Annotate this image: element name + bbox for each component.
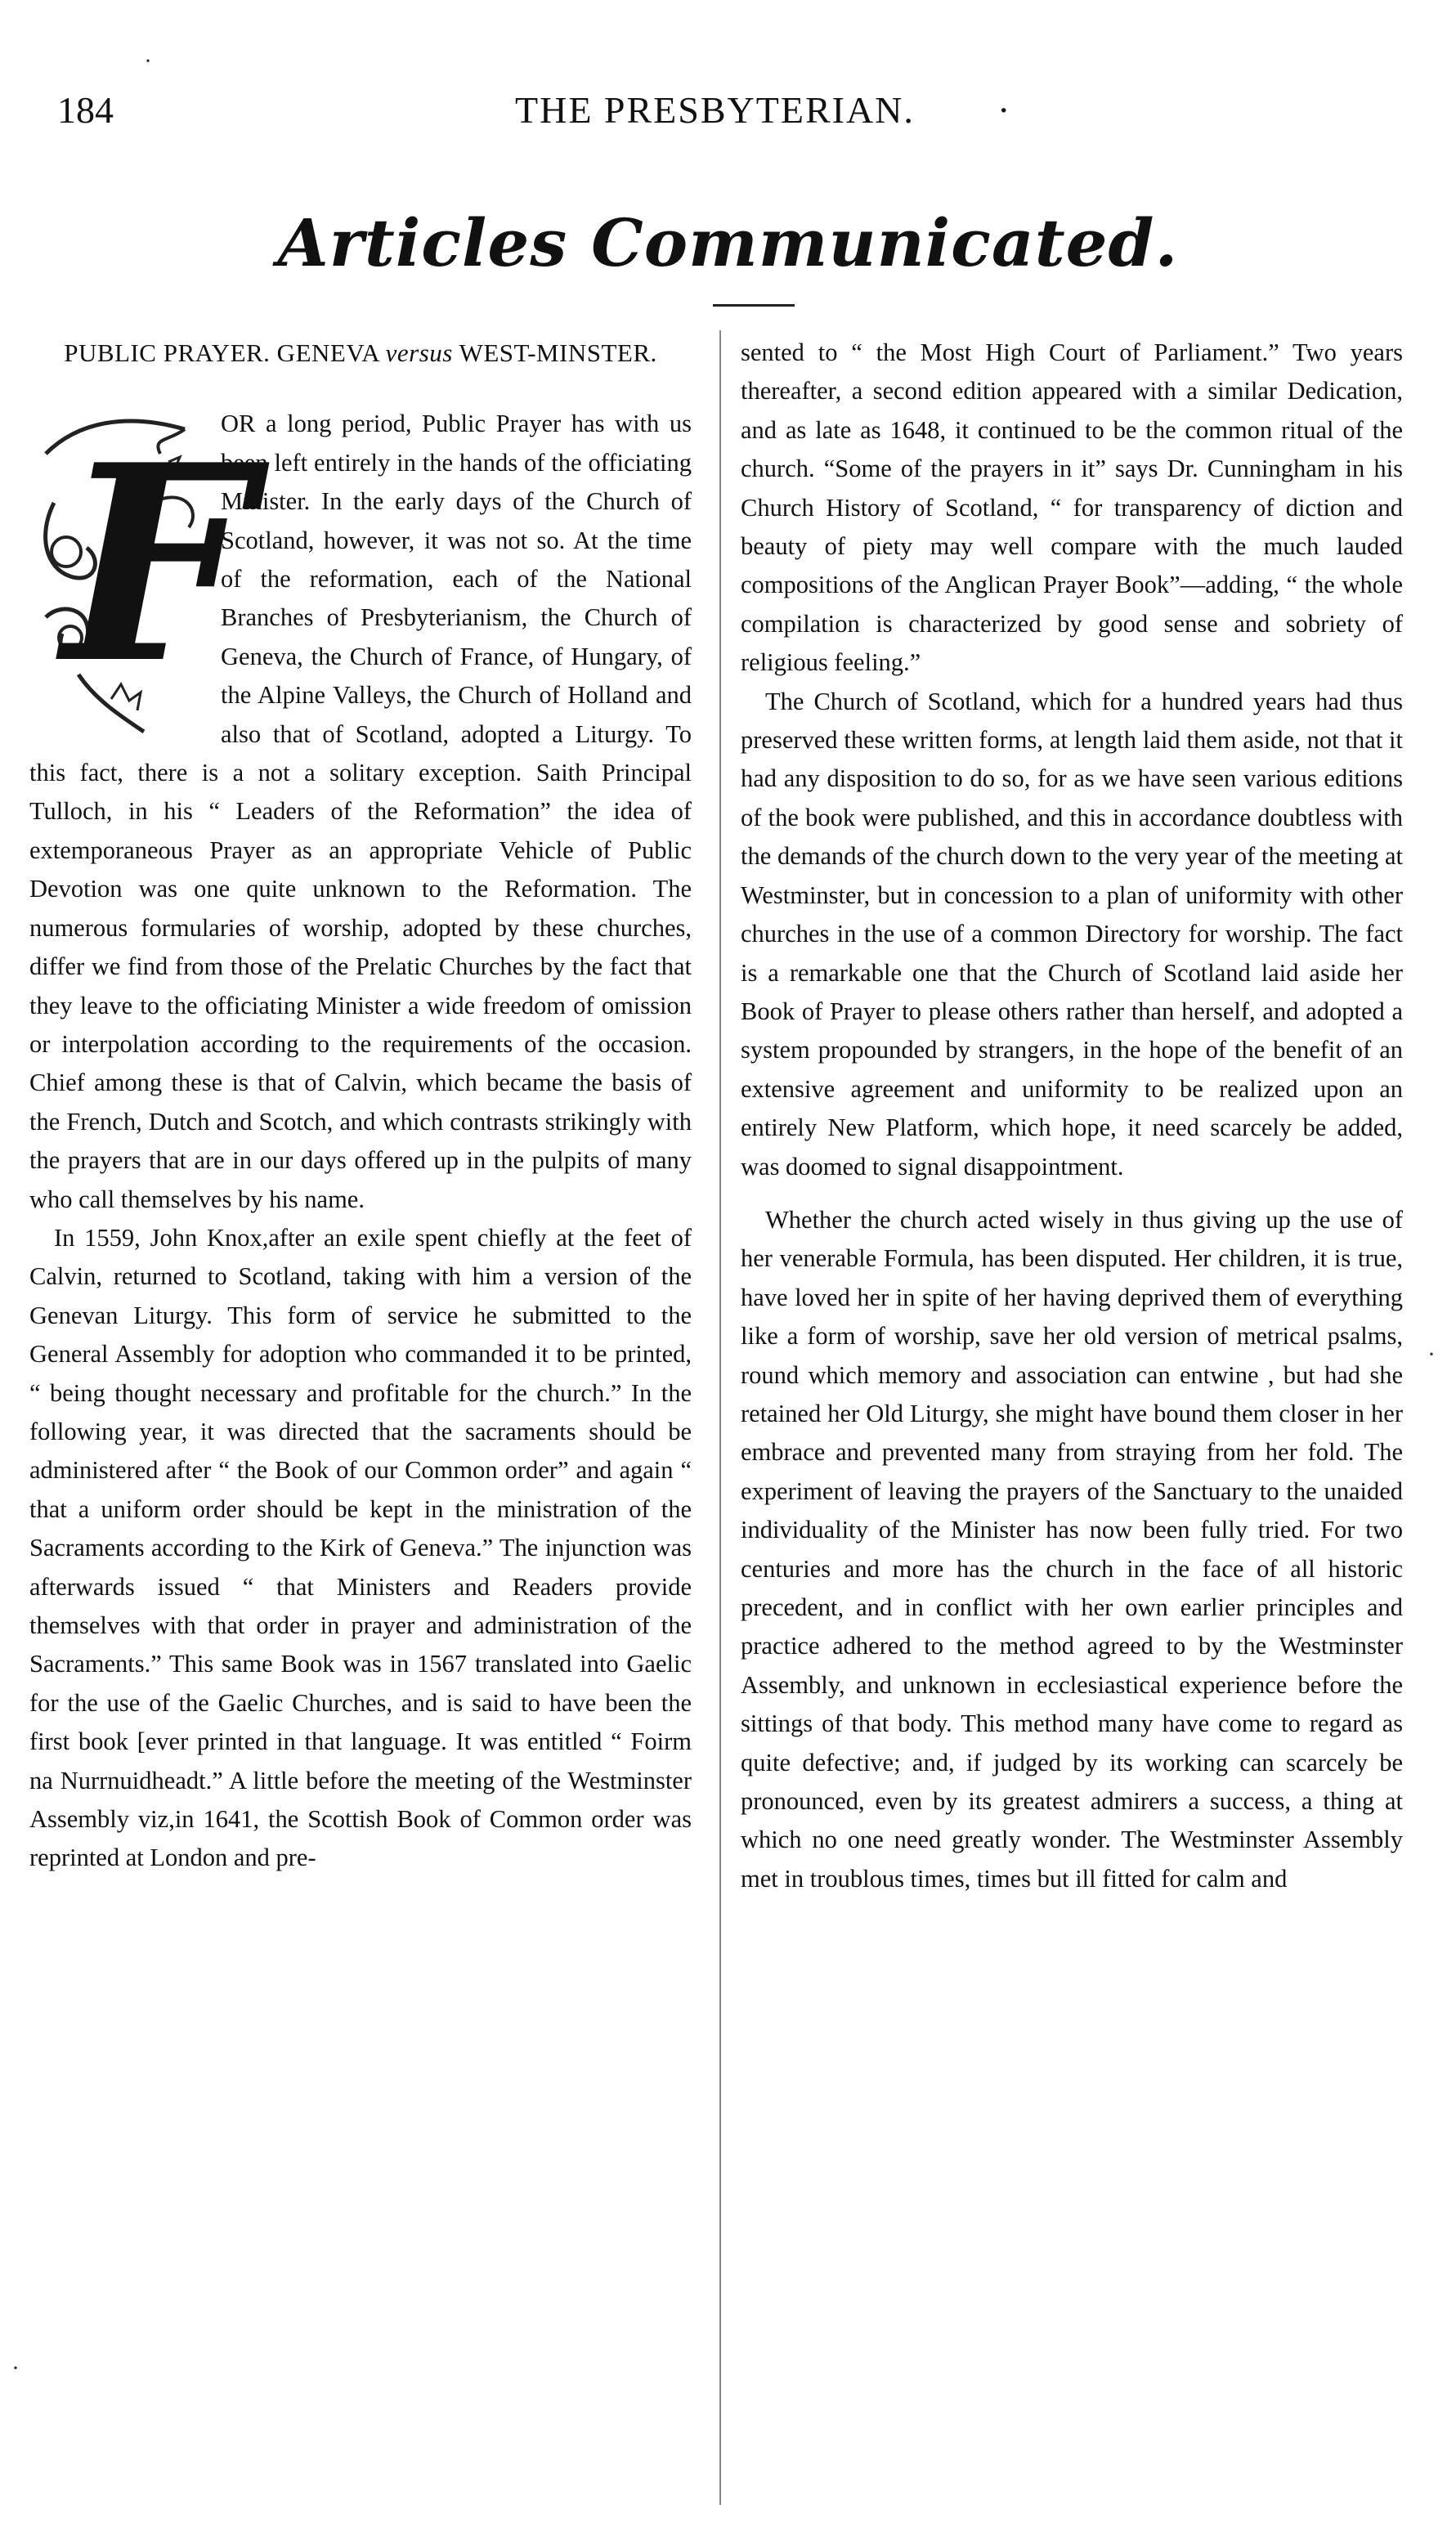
- left-paragraph-2: In 1559, John Knox,after an exile spent chiefly at the feet of Calvin, returned to Scotland, taking with him a version of the Genevan Liturgy. This form of service he submitted to the General Assembly for adoption who commanded it to be printed, “ being thought necessary and profitable for the church.” In the following year, it was directed that the sacraments should be administered after “ the Book of our Common order” and again “ that a uniform order should be kept in the ministration of the Sacraments according to the Kirk of Geneva.” The injunction was afterwards issued “ that Ministers and Readers provide themselves with that order in prayer and administration of the Sacraments.” This same Book was in 1567 translated into Gaelic for the use of the Gaelic Churches, and is said to have been the first book [ever printed in that language. It was entitled “ Foirm na Nurrnuidheadt.” A little before the meeting of the Westminster Assembly viz,in 1641, the Scottish Book of Common order was reprinted at London and pre-: [29, 1223, 692, 1872]
- margin-dot: ·: [11, 2355, 20, 2381]
- running-head-dot: ·: [997, 89, 1010, 131]
- right-column: [741, 334, 1403, 1898]
- article-title-part: PUBLIC PRAYER. GENEVA: [64, 338, 379, 367]
- margin-dot: ·: [144, 47, 152, 74]
- running-head: [57, 88, 1398, 137]
- right-paragraph-3: Whether the church acted wisely in thus giving up the use of her venerable Formula, has been disputed. Her children, it is true, have loved her in spite of her having deprived them of everything like a form of worship, save her old version of metrical psalms, round which memory and association can entwine , but had she retained her Old Liturgy, she might have bound them closer in her embrace and prevented many from straying from her fold. The experiment of leaving the prayers of the Sanctuary to the unaided individuality of the Minister has now been fully tried. For two centuries and more has the church in the face of all historic precedent, and in conflict with her own earlier principles and practice adhered to the method agreed to by the Westminster Assembly, and unknown in ecclesiastical experience before the sittings of that body. This method many have come to regard as quite defective; and, if judged by its working can scarcely be pronounced, even by its greatest admirers a success, a thing at which no one need greatly wonder. The Westminster Assembly met in troublous times, times but ill fitted for calm and: [741, 1205, 1403, 1893]
- left-paragraph-1: OR a long period, Public Prayer has with us been left entirely in the hands of the officiating Minister. In the early days of the Church of Scotland, however, it was not so. At the time of the reformation, each of the National Branches of Presbyterianism, the Church of Geneva, the Church of France, of Hungary, of the Alpine Valleys, the Church of Holland and also that of Scotland, adopted a Liturgy. To this fact, there is a not a solitary exception. Saith Principal Tulloch, in his “ Leaders of the Reformation” the idea of extemporaneous Prayer as an appropriate Vehicle of Public Devotion was one quite unknown to the Reformation. The numerous formularies of worship, adopted by these churches, differ we find from those of the Prelatic Churches by the fact that they leave to the officiating Minister a wide freedom of omission or interpolation according to the requirements of the occasion. Chief among these is that of Calvin, which became the basis of the French, Dutch and Scotch, and which contrasts strikingly with the prayers that are in our days offered up in the pulpits of many who call themselves by his name.: [29, 410, 692, 1213]
- left-column: [29, 334, 692, 1878]
- article-title-versus: versus: [385, 338, 453, 367]
- right-paragraph-1: sented to “ the Most High Court of Parliament.” Two years thereafter, a second edition appeared with a similar Dedication, and as late as 1648, it continued to be the common ritual of the church. “Some of the prayers in it” says Dr. Cunningham in his Church History of Scotland, “ for transparency of diction and beauty of piety may well compare with the much lauded compositions of the Anglican Prayer Book”—adding, “ the whole compilation is characterized by good sense and sobriety of religious feeling.”: [741, 338, 1403, 677]
- margin-dot: ·: [1427, 1341, 1436, 1368]
- column-divider: [719, 330, 721, 2505]
- heading-rule: [713, 304, 795, 307]
- section-heading: Articles Communicated.: [277, 204, 1179, 281]
- journal-title: THE PRESBYTERIAN.: [515, 89, 915, 131]
- ornamental-dropcap: [29, 405, 254, 748]
- page-number: 184: [57, 89, 114, 131]
- article-title-part: WEST-MINSTER.: [459, 338, 657, 367]
- article-title: [29, 334, 692, 372]
- right-paragraph-2: The Church of Scotland, which for a hundred years had thus preserved these written forms, at length laid them aside, not that it had any disposition to do so, for as we have seen various editions of the book were published, and this in accordance doubtless with the demands of the church down to the very year of the meeting at Westminster, but in concession to a plan of uniformity with other churches in the use of a common Directory for worship. The fact is a remarkable one that the Church of Scotland laid aside her Book of Prayer to please others rather than herself, and adopted a system propounded by strangers, in the hope of the benefit of an extensive agreement and uniformity to be realized upon an entirely New Platform, which hope, it need scarcely be added, was doomed to signal disappointment.: [741, 687, 1403, 1181]
- dropcap-letter: F: [62, 405, 254, 724]
